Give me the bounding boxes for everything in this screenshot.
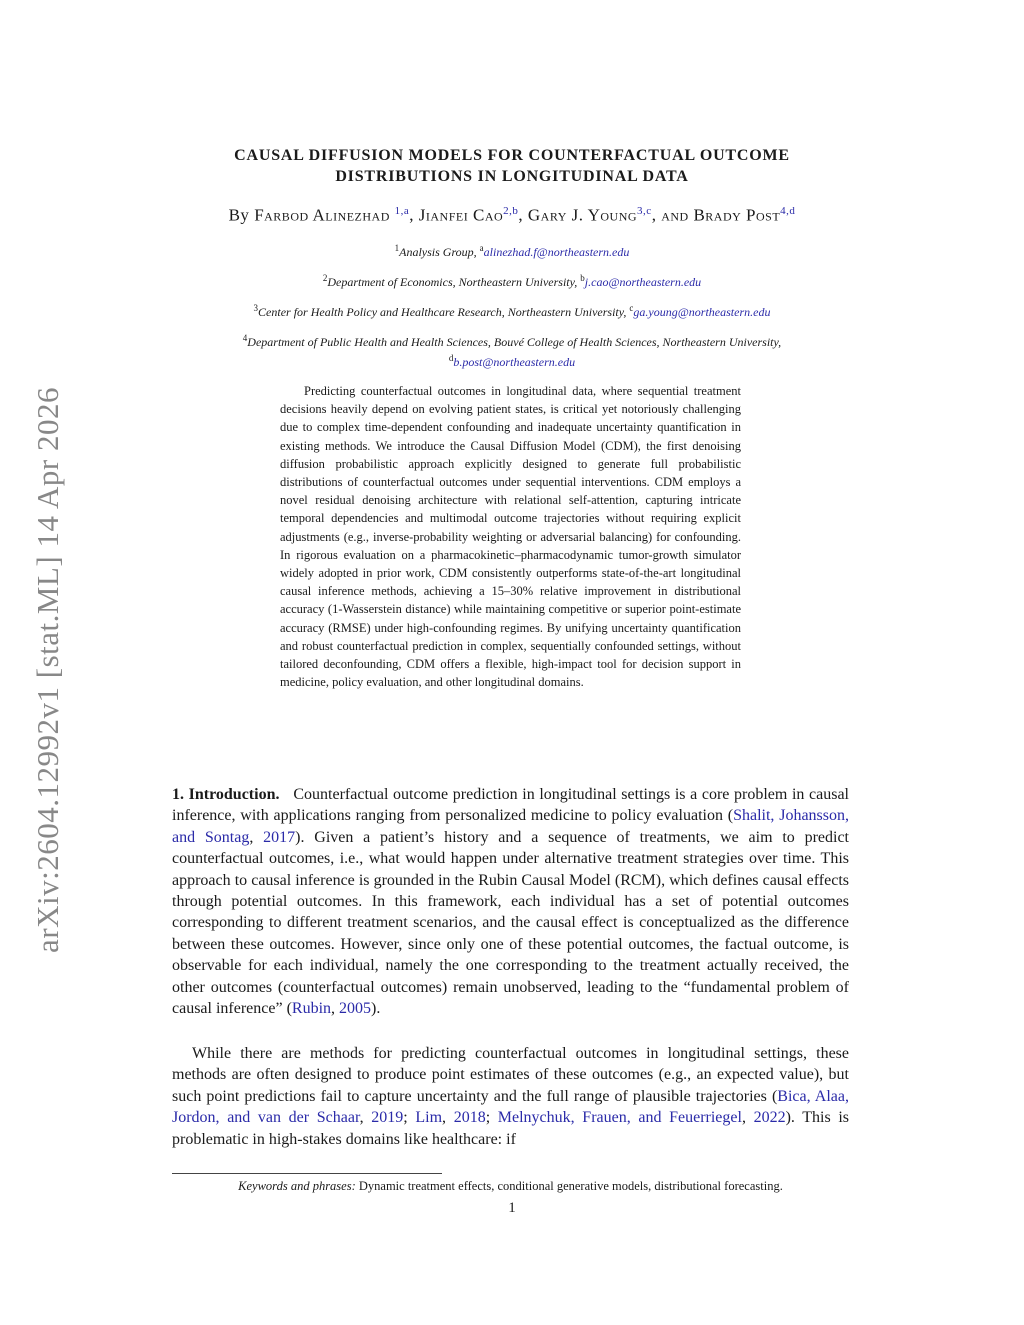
affiliation-number: 2 bbox=[322, 273, 328, 283]
affiliation-number: 3 bbox=[253, 303, 259, 313]
author-superscript[interactable]: 4,d bbox=[780, 205, 796, 217]
citation-link[interactable]: Shalit, Johansson, and Sontag bbox=[172, 807, 850, 846]
citation-separator: , bbox=[331, 1000, 340, 1018]
citation-link[interactable]: Melnychuk, Frauen, and Feuerriegel bbox=[497, 1109, 742, 1127]
author-name: Brady Post bbox=[693, 205, 781, 225]
author-list bbox=[120, 205, 904, 226]
citation-year-link[interactable]: 2017 bbox=[263, 828, 296, 846]
keywords-text: Dynamic treatment effects, conditional generative models, distributional forecasting. bbox=[355, 1179, 783, 1193]
affiliation-text: Analysis Group, bbox=[399, 245, 480, 259]
paragraph-text: ). This is problematic in high-stakes domains like healthcare: if bbox=[172, 1109, 850, 1148]
citation-separator: ; bbox=[485, 1109, 498, 1127]
author-superscript[interactable]: 2,b bbox=[503, 205, 519, 217]
citation-separator: , bbox=[249, 828, 264, 846]
affiliation-text: Department of Economics, Northeastern University, bbox=[327, 275, 581, 289]
affiliation-number: 4 bbox=[242, 333, 248, 343]
author-name: Jianfei Cao bbox=[418, 205, 504, 225]
citation-separator: , bbox=[359, 1109, 372, 1127]
author-superscript[interactable]: 1,a bbox=[394, 205, 410, 217]
paragraph-text: ). bbox=[371, 1000, 381, 1018]
keywords-label: Keywords and phrases: bbox=[238, 1179, 356, 1193]
citation-separator: , bbox=[741, 1109, 754, 1127]
email-link[interactable]: alinezhad.f@northeastern.edu bbox=[483, 245, 630, 259]
email-letter: d bbox=[448, 353, 454, 363]
affiliation-text: Center for Health Policy and Healthcare Research, Northeastern University, bbox=[258, 305, 630, 319]
author-name: Gary J. Young bbox=[527, 205, 638, 225]
footnote-divider bbox=[172, 1173, 442, 1174]
citation-link[interactable]: Lim bbox=[415, 1109, 443, 1127]
affiliation-2 bbox=[120, 270, 904, 290]
author-name: Farbod Alinezhad bbox=[254, 205, 390, 225]
page-number: 1 bbox=[508, 1200, 516, 1216]
intro-paragraph-1 bbox=[172, 784, 849, 1019]
arxiv-identifier-text: arXiv:2604.12992v1 [stat.ML] 14 Apr 2026 bbox=[30, 387, 65, 953]
abstract: Predicting counterfactual outcomes in longitudinal data, where sequential treatment decisions heavily depend on evolving patient states, is critical yet notoriously challenging due to complex time-dependent confounding and inadequate uncertainty quantification in existing methods. We introduce the Causal Diffusion Model (CDM), the first denoising diffusion probabilistic approach explicitly designed to generate full probabilistic distributions of counterfactual outcomes under sequential interventions. CDM employs a novel residual denoising architecture with relational self-attention, capturing intricate temporal dependencies and multimodal outcome trajectories without requiring explicit adjustments (e.g., inverse-probability weighting or adversarial balancing) for confounding. In rigorous evaluation on a pharmacokinetic–pharmacodynamic tumor-growth simulator widely adopted in prior work, CDM consistently outperforms state-of-the-art longitudinal causal inference methods, achieving a 15–30% relative improvement in distributional accuracy (1-Wasserstein distance) while maintaining competitive or superior point-estimate accuracy (RMSE) under high-confounding regimes. By unifying uncertainty quantification and robust counterfactual prediction in complex, sequentially confounded settings, without tailored deconfounding, CDM offers a flexible, high-impact tool for decision support in medicine, policy evaluation, and other longitudinal domains. bbox=[280, 384, 741, 690]
email-letter: a bbox=[479, 243, 484, 253]
email-link[interactable]: ga.young@northeastern.edu bbox=[633, 305, 771, 319]
citation-link[interactable]: Bica, Alaa, Jordon, and van der Schaar bbox=[172, 1087, 850, 1127]
arxiv-identifier bbox=[18, 360, 78, 980]
affiliation-4 bbox=[120, 330, 904, 370]
citation-year-link[interactable]: 2022 bbox=[753, 1109, 786, 1127]
author-prefix: By bbox=[228, 205, 255, 225]
author-superscript[interactable]: 3,c bbox=[637, 205, 652, 217]
paper-title bbox=[172, 145, 852, 187]
citation-year-link[interactable]: 2005 bbox=[339, 1000, 372, 1018]
email-letter: b bbox=[580, 273, 585, 283]
paragraph-text: ). Given a patient’s history and a sequence of treatments, we aim to predict counterfactual outcomes, i.e., what would happen under alternative treatment strategies over time. This approach to causal inference is grounded in the Rubin Causal Model (RCM), which defines causal effects through potential outcomes. In this framework, each individual has a set of potential outcomes corresponding to different treatment scenarios, and the causal effect is conceptualized as the difference between these outcomes. However, since only one of these potential outcomes, the factual outcome, is observable for each individual, namely the one corresponding to the treatment actually received, the other outcomes (counterfactual outcomes) remain unobserved, leading to the “fundamental problem of causal inference” ( bbox=[172, 828, 849, 1018]
paragraph-text: Counterfactual outcome prediction in longitudinal settings is a core problem in causal inference, with applications ranging from personalized medicine to policy evaluation ( bbox=[172, 786, 849, 825]
email-letter: c bbox=[629, 303, 634, 313]
affiliation-3 bbox=[120, 300, 904, 320]
author-separator: , bbox=[518, 205, 528, 225]
citation-year-link[interactable]: 2018 bbox=[453, 1109, 486, 1127]
paper-title-line-2: DISTRIBUTIONS IN LONGITUDINAL DATA bbox=[335, 168, 689, 185]
section-heading: 1. Introduction. bbox=[172, 786, 280, 803]
author-separator: , and bbox=[651, 205, 694, 225]
email-link[interactable]: b.post@northeastern.edu bbox=[453, 355, 576, 369]
affiliation-number: 1 bbox=[394, 243, 400, 253]
citation-year-link[interactable]: 2019 bbox=[371, 1109, 404, 1127]
intro-paragraph-2 bbox=[172, 1043, 849, 1150]
author-separator: , bbox=[409, 205, 419, 225]
citation-separator: ; bbox=[403, 1109, 416, 1127]
paper-title-line-1: CAUSAL DIFFUSION MODELS FOR COUNTERFACTUAL OUTCOME bbox=[234, 147, 790, 164]
paragraph-text: While there are methods for predicting counterfactual outcomes in longitudinal settings, these methods are often designed to produce point estimates of these outcomes (e.g., an expected value), but such point predictions fail to capture uncertainty and the full range of plausible trajectories ( bbox=[172, 1045, 849, 1105]
keywords-footnote bbox=[172, 1179, 849, 1194]
citation-link[interactable]: Rubin bbox=[291, 1000, 332, 1018]
affiliation-1 bbox=[120, 240, 904, 260]
email-link[interactable]: j.cao@northeastern.edu bbox=[584, 275, 702, 289]
affiliation-text: Department of Public Health and Health Sciences, Bouvé College of Health Sciences, Northeastern University, bbox=[247, 335, 782, 349]
citation-separator: , bbox=[442, 1109, 454, 1127]
